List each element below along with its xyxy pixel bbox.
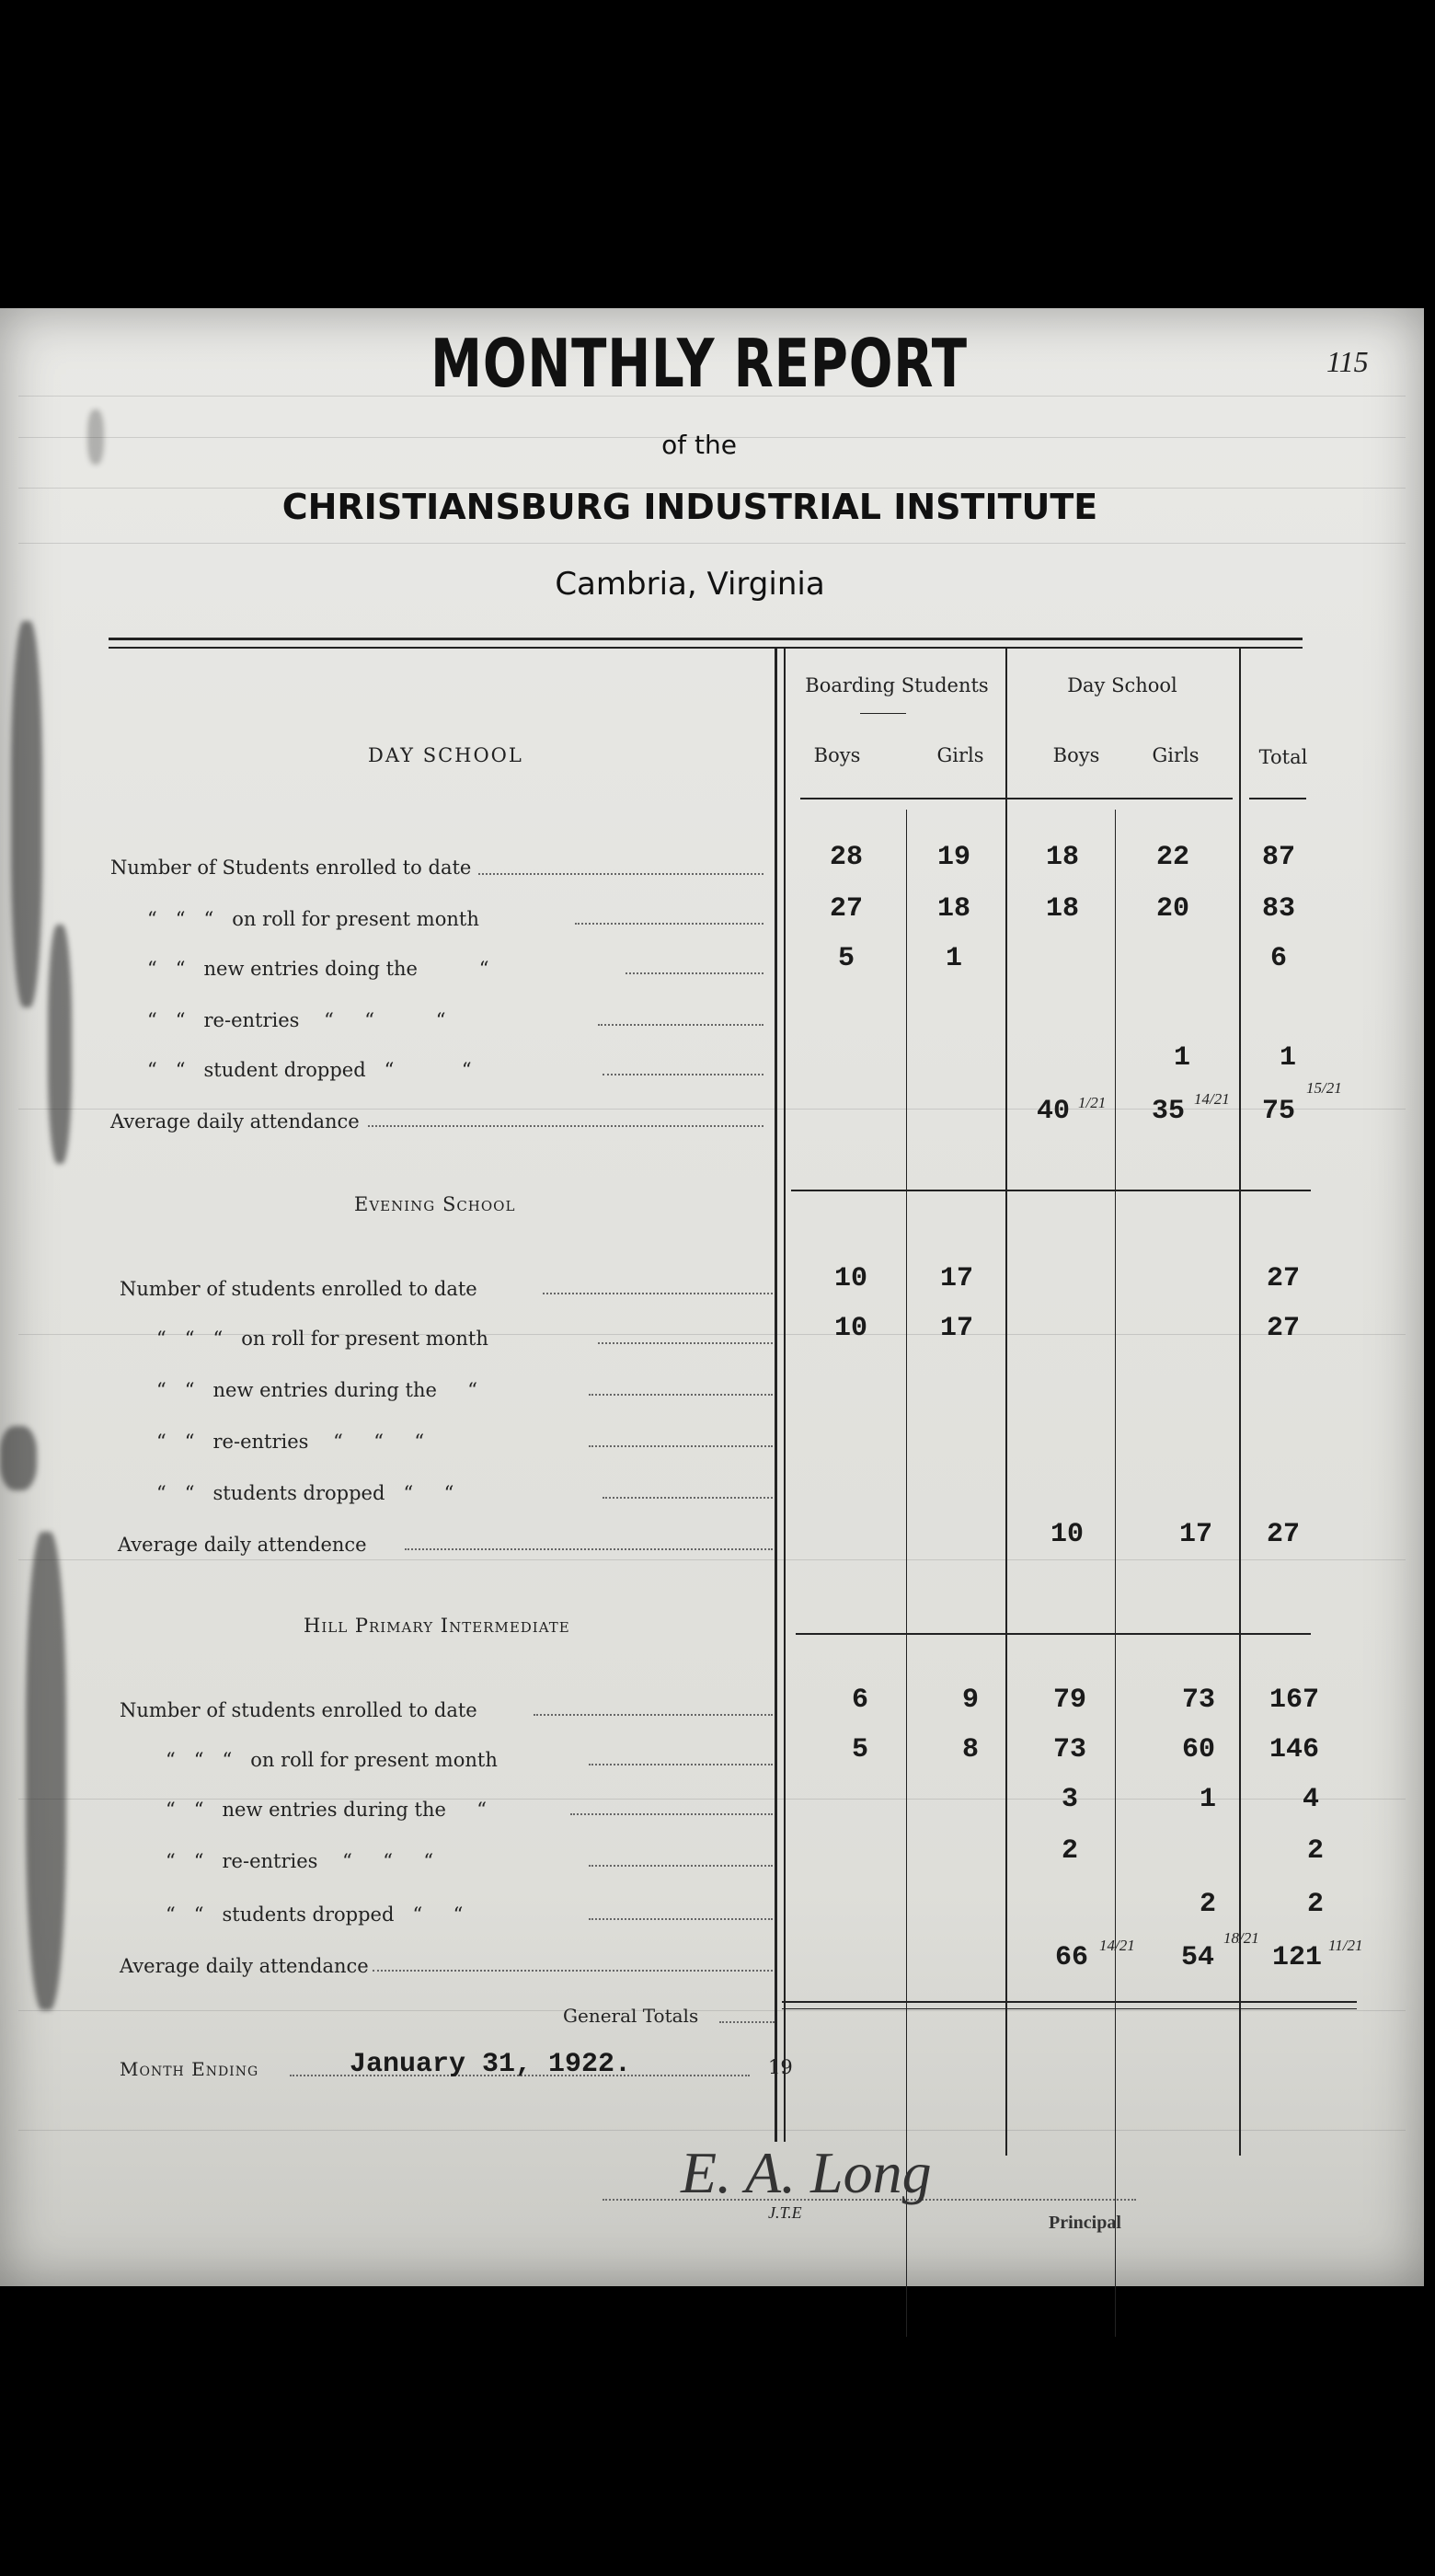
cell: 2: [1199, 1889, 1216, 1920]
cell: 54: [1180, 1942, 1214, 1973]
cell: 17: [939, 1313, 973, 1344]
cell: 27: [1266, 1519, 1300, 1550]
cell: 1: [1199, 1784, 1216, 1815]
cell: 167: [1269, 1685, 1319, 1716]
cell: 22: [1155, 842, 1189, 873]
section-title-evening-school: Evening School: [354, 1193, 516, 1215]
cell: 19: [936, 842, 970, 873]
cell: 18: [1045, 893, 1079, 925]
cell: 5: [837, 943, 855, 974]
cell: 20: [1155, 893, 1189, 925]
cell: 6: [851, 1685, 868, 1716]
header-underline: [800, 798, 1233, 799]
header-day-school: Day School: [1067, 674, 1177, 696]
section-title-hill-primary: Hill Primary Intermediate: [304, 1615, 570, 1637]
bottom-rule-2: [782, 2008, 1357, 2009]
month-ending-label: Month Ending: [120, 2058, 259, 2080]
header-boarding: Boarding Students: [805, 674, 989, 696]
cell: 1: [1279, 1042, 1296, 1074]
header-day-girls: Girls: [1152, 744, 1200, 766]
column-divider-dgirls: [1115, 810, 1116, 2337]
cell: 66: [1054, 1942, 1088, 1973]
bottom-rule: [782, 2001, 1357, 2003]
section-divider: [796, 1633, 1311, 1635]
report-page: 115 MONTHLY REPORT of the CHRISTIANSBURG INDUSTRIAL INSTITUTE Cambria, Virginia Boarding Students Day School Boys Girls Boys Girls Total DAY SCHOOL Number of Students enrolled to date 28 19 18 22 87 “ “ “ on roll for present month 27 18 18 20 83 “ “ new entries doing the “ 5 1 6 “ “ re-entries “ “ “ “ “ student dropped “ “ 1 1 Average daily attendance 40 1/21 35 14/21 75 15/21 Evening School Number of students enrolled to date 10 17 27 “ “ “ on roll for present month 10 17 27 “ “ new entries during the “ “ “ re-entries “ “ “ “ “ students dropped “ “ Average daily attendence 10 17 27 Hill Primary Intermediate Number of students enrolled to date 6 9 79 73 167 “ “ “ on roll for present month 5 8 73 60 146 “ “ new entries during the “ 3 1 4 “ “ re-entries “ “ “ 2 2 “ “ students dropped “ “ 2 2 Average daily attendance 66 14/21 54 18/21 121 11/21 General Totals Month Ending January 31, 1922. 19 E. A. Long J.T.E Principal: [0, 308, 1424, 2286]
fraction: 14/21: [1194, 1090, 1230, 1108]
column-divider-day: [1005, 647, 1007, 2156]
cell: 75: [1261, 1096, 1295, 1127]
report-title: MONTHLY REPORT: [430, 325, 968, 402]
cell: 2: [1306, 1889, 1324, 1920]
cell: 10: [833, 1263, 867, 1294]
cell: 10: [1050, 1519, 1084, 1550]
principal-signature: E. A. Long: [681, 2140, 932, 2205]
cell: 18: [1045, 842, 1079, 873]
cell: 27: [1266, 1263, 1300, 1294]
of-the-text: of the: [661, 430, 737, 460]
cell: 3: [1061, 1784, 1078, 1815]
fraction: 15/21: [1306, 1079, 1342, 1097]
cell: 2: [1061, 1835, 1078, 1867]
cell: 27: [829, 893, 863, 925]
cell: 60: [1181, 1734, 1215, 1765]
column-divider-main: [775, 647, 777, 2142]
header-boarding-boys: Boys: [813, 744, 861, 766]
month-ending-value: January 31, 1922.: [350, 2049, 632, 2080]
institution-location: Cambria, Virginia: [555, 566, 825, 603]
cell: 83: [1261, 893, 1295, 925]
cell: 79: [1052, 1685, 1086, 1716]
cell: 8: [961, 1734, 979, 1765]
column-divider-main-2: [784, 647, 786, 2142]
top-rule: [109, 638, 1303, 640]
cell: 5: [851, 1734, 868, 1765]
general-totals-label: General Totals: [563, 2005, 699, 2027]
cell: 10: [833, 1313, 867, 1344]
header-boarding-girls: Girls: [936, 744, 984, 766]
section-title-day-school: DAY SCHOOL: [368, 744, 523, 766]
fraction: 11/21: [1328, 1937, 1363, 1954]
section-divider: [791, 1190, 1311, 1191]
cell: 28: [829, 842, 863, 873]
cell: 9: [961, 1685, 979, 1716]
cell: 2: [1306, 1835, 1324, 1867]
signature-initials: J.T.E: [768, 2203, 802, 2222]
cell: 17: [1178, 1519, 1212, 1550]
page-number: 115: [1326, 345, 1369, 378]
header-tick: [860, 713, 906, 714]
header-underline-total: [1249, 798, 1306, 799]
year-prefix: 19: [768, 2056, 793, 2078]
cell: 4: [1302, 1784, 1319, 1815]
cell: 121: [1271, 1942, 1322, 1973]
cell: 73: [1181, 1685, 1215, 1716]
cell: 17: [939, 1263, 973, 1294]
cell: 87: [1261, 842, 1295, 873]
principal-label: Principal: [1049, 2213, 1121, 2233]
cell: 27: [1266, 1313, 1300, 1344]
fraction: 18/21: [1223, 1929, 1259, 1947]
cell: 18: [936, 893, 970, 925]
header-day-boys: Boys: [1052, 744, 1100, 766]
institution-name: CHRISTIANSBURG INDUSTRIAL INSTITUTE: [281, 487, 1098, 527]
cell: 35: [1151, 1096, 1185, 1127]
cell: 146: [1269, 1734, 1319, 1765]
cell: 40: [1036, 1096, 1070, 1127]
column-divider-bgirls: [906, 810, 907, 2337]
fraction: 14/21: [1099, 1937, 1135, 1954]
top-rule-2: [109, 647, 1303, 649]
cell: 1: [1173, 1042, 1190, 1074]
header-total: Total: [1258, 746, 1308, 768]
cell: 73: [1052, 1734, 1086, 1765]
cell: 1: [945, 943, 962, 974]
fraction: 1/21: [1078, 1094, 1107, 1111]
cell: 6: [1269, 943, 1287, 974]
